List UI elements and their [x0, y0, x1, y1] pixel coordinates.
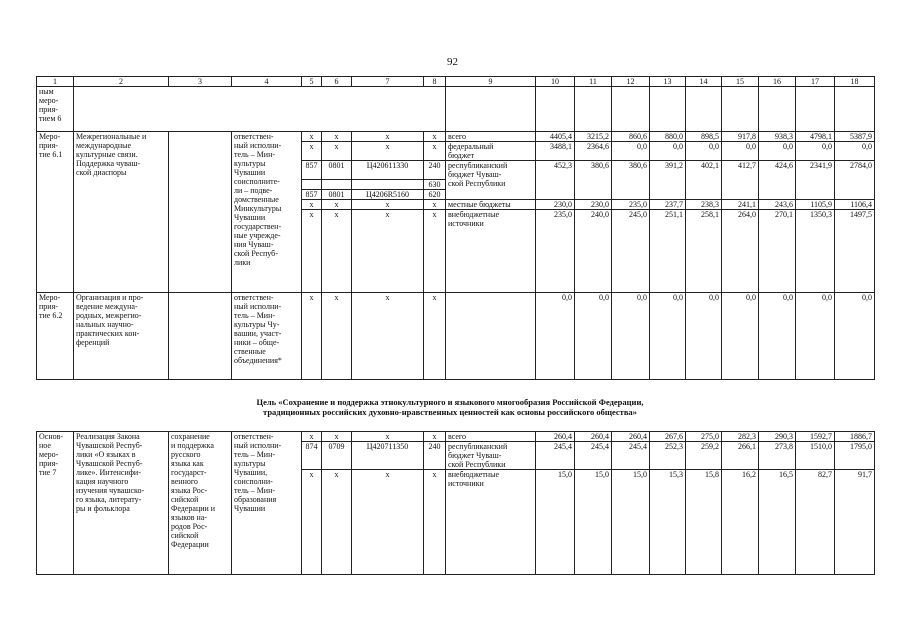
code-target: x [352, 210, 424, 293]
code-section: x [322, 210, 352, 293]
header-cell: 2 [74, 77, 169, 87]
header-cell: 15 [722, 77, 759, 87]
value-cell: 1510,0 [796, 442, 835, 470]
value-cell: 424,6 [759, 161, 796, 200]
executor-cell: ответствен- ный исполни- тель – Мин- культуры Чу- вашии, участ- ники – обще- ственные объединения* [232, 293, 302, 380]
value-cell: 245,0 [612, 210, 650, 293]
code-target: x [352, 132, 424, 142]
code-grbs: x [302, 210, 322, 293]
header-cell: 8 [424, 77, 446, 87]
table-cell [575, 87, 612, 132]
funding-source: местные бюджеты [446, 200, 536, 210]
header-cell: 14 [686, 77, 722, 87]
table-row [37, 132, 875, 142]
value-cell: 380,6 [612, 161, 650, 200]
value-cell: 2364,6 [575, 142, 612, 161]
value-cell: 0,0 [796, 293, 835, 380]
value-cell: 275,0 [686, 432, 722, 442]
code-expense: x [424, 293, 446, 380]
table-cell [796, 87, 835, 132]
table-cell [446, 87, 536, 132]
value-cell: 243,6 [759, 200, 796, 210]
code-target: x [352, 293, 424, 380]
code-grbs: 874 [302, 442, 322, 470]
activity-name: Основ- ное меро- прия- тие 7 [37, 432, 74, 575]
code-section: x [322, 200, 352, 210]
value-cell: 15,0 [612, 470, 650, 575]
code-expense: 620 [424, 190, 446, 200]
code-target: Ц420611330 [352, 161, 424, 180]
value-cell: 2784,0 [835, 161, 875, 200]
table-cell [686, 87, 722, 132]
funding-source: внебюджетные источники [446, 470, 536, 575]
table-cell [835, 87, 875, 132]
value-cell: 391,2 [650, 161, 686, 200]
activity-description: Межрегиональные и международные культурные связи. Поддержка чуваш- ской диаспоры [74, 132, 169, 293]
value-cell: 251,1 [650, 210, 686, 293]
header-cell: 17 [796, 77, 835, 87]
header-cell: 4 [232, 77, 302, 87]
header-cell: 18 [835, 77, 875, 87]
value-cell: 235,0 [536, 210, 575, 293]
value-cell: 0,0 [650, 142, 686, 161]
value-cell: 4405,4 [536, 132, 575, 142]
header-cell: 13 [650, 77, 686, 87]
goal-heading: Цель «Сохранение и поддержка этнокультурного и языкового многообразия Российской Федерации, традиционных российских духовно-нравственных ценностей как основы российского общества» [256, 397, 644, 417]
code-expense: 630 [424, 180, 446, 190]
value-cell: 5387,9 [835, 132, 875, 142]
value-cell: 3488,1 [536, 142, 575, 161]
code-target: Ц4206R5160 [352, 190, 424, 200]
value-cell: 402,1 [686, 161, 722, 200]
header-cell: 9 [446, 77, 536, 87]
value-cell: 230,0 [536, 200, 575, 210]
header-cell: 6 [322, 77, 352, 87]
value-cell: 4798,1 [796, 132, 835, 142]
value-cell: 15,8 [686, 470, 722, 575]
value-cell: 860,6 [612, 132, 650, 142]
value-cell: 258,1 [686, 210, 722, 293]
value-cell: 245,4 [612, 442, 650, 470]
value-cell: 240,0 [575, 210, 612, 293]
funding-source: внебюджетные источники [446, 210, 536, 293]
funding-source: всего [446, 432, 536, 442]
value-cell: 267,6 [650, 432, 686, 442]
value-cell: 266,1 [722, 442, 759, 470]
value-cell: 16,2 [722, 470, 759, 575]
activity-label: ным меро- прия- тием 6 [37, 87, 74, 132]
table-cell [74, 87, 446, 132]
value-cell: 1886,7 [835, 432, 875, 442]
value-cell: 0,0 [722, 142, 759, 161]
value-cell: 82,7 [796, 470, 835, 575]
budget-table-upper [36, 76, 875, 380]
code-target [352, 180, 424, 190]
value-cell: 0,0 [686, 142, 722, 161]
code-grbs: 857 [302, 161, 322, 180]
value-cell: 15,0 [575, 470, 612, 575]
value-cell: 15,3 [650, 470, 686, 575]
table-cell [759, 87, 796, 132]
code-section: 0801 [322, 190, 352, 200]
code-section: x [322, 142, 352, 161]
value-cell: 3215,2 [575, 132, 612, 142]
header-cell: 3 [169, 77, 232, 87]
code-expense: x [424, 432, 446, 442]
code-expense: 240 [424, 442, 446, 470]
value-cell: 0,0 [759, 293, 796, 380]
table-cell [722, 87, 759, 132]
table-cell [612, 87, 650, 132]
code-grbs: x [302, 432, 322, 442]
value-cell: 898,5 [686, 132, 722, 142]
value-cell: 282,3 [722, 432, 759, 442]
executor-cell: ответствен- ный исполни- тель – Мин- культуры Чувашии соисполните- ли – подве- домственные Минкультуры Чувашии государствен- ные учрежде- ния Чуваш- ской Респуб- лики [232, 132, 302, 293]
table-row [37, 432, 875, 442]
code-section [322, 180, 352, 190]
value-cell: 380,6 [575, 161, 612, 200]
code-grbs: x [302, 470, 322, 575]
table-cell [536, 87, 575, 132]
code-section: 0801 [322, 161, 352, 180]
value-cell: 0,0 [722, 293, 759, 380]
value-cell: 1592,7 [796, 432, 835, 442]
code-target: x [352, 200, 424, 210]
value-cell: 260,4 [612, 432, 650, 442]
value-cell: 16,5 [759, 470, 796, 575]
value-cell: 938,3 [759, 132, 796, 142]
value-cell: 270,1 [759, 210, 796, 293]
task-cell [169, 132, 232, 293]
value-cell: 0,0 [835, 142, 875, 161]
code-section: x [322, 470, 352, 575]
header-cell: 10 [536, 77, 575, 87]
value-cell: 237,7 [650, 200, 686, 210]
value-cell: 0,0 [536, 293, 575, 380]
header-row [37, 77, 875, 87]
value-cell: 0,0 [835, 293, 875, 380]
code-section: x [322, 293, 352, 380]
funding-source: республиканский бюджет Чуваш- ской Республики [446, 442, 536, 470]
executor-cell: ответствен- ный исполни- тель – Мин- культуры Чувашии, соисполни- тель – Мин- образования Чувашии [232, 432, 302, 575]
value-cell: 1105,9 [796, 200, 835, 210]
value-cell: 1795,0 [835, 442, 875, 470]
value-cell: 238,3 [686, 200, 722, 210]
code-expense: 240 [424, 161, 446, 180]
value-cell: 1106,4 [835, 200, 875, 210]
activity-name: Меро- прия- тие 6.1 [37, 132, 74, 293]
value-cell: 0,0 [650, 293, 686, 380]
code-section: x [322, 132, 352, 142]
value-cell: 260,4 [575, 432, 612, 442]
code-grbs: x [302, 200, 322, 210]
value-cell: 2341,9 [796, 161, 835, 200]
value-cell: 260,4 [536, 432, 575, 442]
header-cell: 1 [37, 77, 74, 87]
header-cell: 5 [302, 77, 322, 87]
code-grbs: 857 [302, 190, 322, 200]
code-target: x [352, 142, 424, 161]
activity-name: Меро- прия- тие 6.2 [37, 293, 74, 380]
code-grbs [302, 180, 322, 190]
value-cell: 235,0 [612, 200, 650, 210]
header-cell: 7 [352, 77, 424, 87]
page-number: 92 [447, 56, 458, 68]
code-expense: x [424, 210, 446, 293]
code-section: 0709 [322, 442, 352, 470]
value-cell: 1350,3 [796, 210, 835, 293]
value-cell: 0,0 [612, 142, 650, 161]
value-cell: 0,0 [759, 142, 796, 161]
value-cell: 290,3 [759, 432, 796, 442]
code-grbs: x [302, 293, 322, 380]
activity-description: Реализация Закона Чувашской Респуб- лики «О языках в Чувашской Респуб- лике». Интенсифи- кация научного изучения чувашско- го языка, литерату- ры и фольклора [74, 432, 169, 575]
value-cell: 245,4 [575, 442, 612, 470]
value-cell: 241,1 [722, 200, 759, 210]
value-cell: 412,7 [722, 161, 759, 200]
value-cell: 15,0 [536, 470, 575, 575]
value-cell: 0,0 [612, 293, 650, 380]
value-cell: 0,0 [686, 293, 722, 380]
value-cell: 1497,5 [835, 210, 875, 293]
table-row [37, 293, 875, 380]
value-cell: 230,0 [575, 200, 612, 210]
code-expense: x [424, 470, 446, 575]
value-cell: 252,3 [650, 442, 686, 470]
value-cell: 91,7 [835, 470, 875, 575]
funding-source [446, 293, 536, 380]
value-cell: 0,0 [796, 142, 835, 161]
code-target: Ц420711350 [352, 442, 424, 470]
value-cell: 880,0 [650, 132, 686, 142]
code-grbs: x [302, 132, 322, 142]
value-cell: 452,3 [536, 161, 575, 200]
value-cell: 917,8 [722, 132, 759, 142]
code-expense: x [424, 132, 446, 142]
value-cell: 245,4 [536, 442, 575, 470]
header-cell: 12 [612, 77, 650, 87]
task-cell [169, 293, 232, 380]
code-target: x [352, 432, 424, 442]
code-section: x [322, 432, 352, 442]
budget-table-lower [36, 431, 875, 575]
funding-source: всего [446, 132, 536, 142]
code-grbs: x [302, 142, 322, 161]
code-target: x [352, 470, 424, 575]
table-cell [650, 87, 686, 132]
header-cell: 16 [759, 77, 796, 87]
value-cell: 264,0 [722, 210, 759, 293]
task-cell: сохранение и поддержка русского языка как государст- венного языка Рос- сийской Федерации и языков на- родов Рос- сийской Федерации [169, 432, 232, 575]
value-cell: 259,2 [686, 442, 722, 470]
funding-source: федеральный бюджет [446, 142, 536, 161]
code-expense: x [424, 142, 446, 161]
activity-description: Организация и про- ведение междуна- родных, межрегио- нальных научно- практических кон- ференций [74, 293, 169, 380]
table-row [37, 87, 875, 132]
value-cell: 0,0 [575, 293, 612, 380]
code-expense: x [424, 200, 446, 210]
funding-source: республиканский бюджет Чуваш- ской Республики [446, 161, 536, 200]
header-cell: 11 [575, 77, 612, 87]
value-cell: 273,8 [759, 442, 796, 470]
